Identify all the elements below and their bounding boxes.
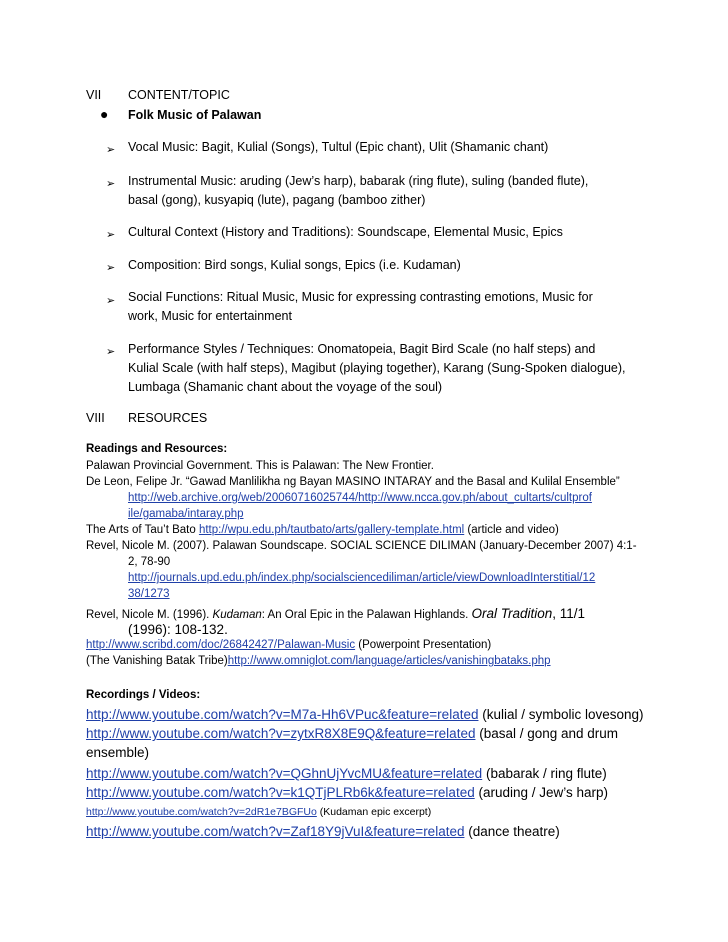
reference-link[interactable]: http://web.archive.org/web/20060716025744/http://www.ncca.gov.ph/about_cultarts/cultprof	[128, 492, 592, 504]
recording-link[interactable]: http://www.youtube.com/watch?v=k1QTjPLRb6k&feature=related	[86, 785, 475, 800]
recording-link[interactable]: http://www.youtube.com/watch?v=QGhnUjYvcMU&feature=related	[86, 766, 483, 781]
reference-text: Revel, Nicole M. (1996).	[86, 609, 213, 621]
reference-title: Kudaman	[212, 609, 262, 621]
recording-item	[86, 783, 608, 803]
arrow-bullet-icon: ➢	[106, 178, 116, 190]
list-item-continuation: Kulial Scale (with half steps), Magibut (playing together), Karang (Sung-Spoken dialogue),	[128, 361, 626, 375]
section-number: VIII	[86, 411, 105, 425]
arrow-bullet-icon: ➢	[106, 346, 116, 358]
reference-item: Revel, Nicole M. (2007). Palawan Soundscape. SOCIAL SCIENCE DILIMAN (January-December 2007) 4:1-	[86, 540, 637, 552]
reference-journal: Oral Tradition	[471, 606, 553, 621]
reference-note: (Powerpoint Presentation)	[355, 639, 492, 651]
reference-text: (The Vanishing Batak Tribe)	[86, 655, 228, 667]
reference-link[interactable]: ile/gamaba/intaray.php	[128, 508, 244, 520]
list-item: Composition: Bird songs, Kulial songs, Epics (i.e. Kudaman)	[128, 258, 461, 272]
reference-item: De Leon, Felipe Jr. “Gawad Manlilikha ng Bayan MASINO INTARAY and the Basal and Kulilal Ensemble”	[86, 476, 620, 488]
list-item-continuation: work, Music for entertainment	[128, 309, 292, 323]
arrow-bullet-icon: ➢	[106, 144, 116, 156]
recording-note: (babarak / ring flute)	[482, 766, 607, 781]
section-title: CONTENT/TOPIC	[128, 88, 230, 102]
recording-item	[86, 705, 644, 725]
reference-note: (article and video)	[464, 524, 559, 536]
recording-note: (Kudaman epic excerpt)	[316, 806, 432, 818]
list-item-continuation: Lumbaga (Shamanic chant about the voyage of the soul)	[128, 380, 443, 394]
reference-text: : An Oral Epic in the Palawan Highlands.	[261, 609, 472, 621]
reference-link[interactable]: http://www.omniglot.com/language/articles/vanishingbataks.php	[227, 655, 551, 667]
list-item-continuation: basal (gong), kusyapiq (lute), pagang (bamboo zither)	[128, 193, 426, 207]
section-title: RESOURCES	[128, 411, 208, 425]
recording-item	[86, 724, 618, 744]
recording-note: (basal / gong and drum	[475, 726, 619, 741]
recording-note: (dance theatre)	[464, 824, 560, 839]
reference-text: The Arts of Tau’t Bato	[86, 524, 199, 536]
recording-item	[86, 805, 431, 821]
arrow-bullet-icon: ➢	[106, 295, 116, 307]
recording-link[interactable]: http://www.youtube.com/watch?v=Zaf18Y9jVuI&feature=related	[86, 824, 465, 839]
reference-text: , 11/1	[552, 606, 586, 621]
readings-heading: Readings and Resources:	[86, 443, 228, 455]
reference-link[interactable]: http://www.scribd.com/doc/26842427/Palawan-Music	[86, 639, 356, 651]
list-item: Cultural Context (History and Traditions): Soundscape, Elemental Music, Epics	[128, 225, 563, 239]
reference-item: Palawan Provincial Government. This is Palawan: The New Frontier.	[86, 460, 434, 472]
reference-item	[86, 523, 559, 539]
recording-note: (kulial / symbolic lovesong)	[478, 707, 644, 722]
list-item: Vocal Music: Bagit, Kulial (Songs), Tultul (Epic chant), Ulit (Shamanic chant)	[128, 140, 549, 154]
recording-note-continuation: ensemble)	[86, 745, 150, 760]
reference-link[interactable]: 38/1273	[128, 588, 170, 600]
reference-link[interactable]: http://wpu.edu.ph/tautbato/arts/gallery-template.html	[198, 524, 465, 536]
recording-link[interactable]: http://www.youtube.com/watch?v=2dR1e7BGFUo	[86, 806, 317, 818]
recording-link[interactable]: http://www.youtube.com/watch?v=M7a-Hh6VPuc&feature=related	[86, 707, 479, 722]
recording-item	[86, 764, 607, 784]
arrow-bullet-icon: ➢	[106, 229, 116, 241]
recording-item	[86, 822, 560, 842]
section-number: VII	[86, 88, 102, 102]
reference-link[interactable]: http://journals.upd.edu.ph/index.php/socialsciencediliman/article/viewDownloadInterstitial/12	[128, 572, 596, 584]
list-item: Instrumental Music: aruding (Jew’s harp), babarak (ring flute), suling (banded flute),	[128, 174, 589, 188]
bullet-dot-icon: ●	[100, 106, 109, 122]
arrow-bullet-icon: ➢	[106, 262, 116, 274]
main-bullet-text: Folk Music of Palawan	[128, 108, 262, 122]
recording-link[interactable]: http://www.youtube.com/watch?v=zytxR8X8E9Q&feature=related	[86, 726, 476, 741]
reference-item	[86, 638, 491, 654]
reference-continuation: 2, 78-90	[128, 556, 171, 568]
reference-item	[86, 654, 551, 670]
list-item: Performance Styles / Techniques: Onomatopeia, Bagit Bird Scale (no half steps) and	[128, 342, 596, 356]
recording-note: (aruding / Jew’s harp)	[474, 785, 609, 800]
reference-continuation: (1996): 108-132.	[128, 622, 228, 637]
list-item: Social Functions: Ritual Music, Music for expressing contrasting emotions, Music for	[128, 290, 593, 304]
recordings-heading: Recordings / Videos:	[86, 689, 201, 701]
